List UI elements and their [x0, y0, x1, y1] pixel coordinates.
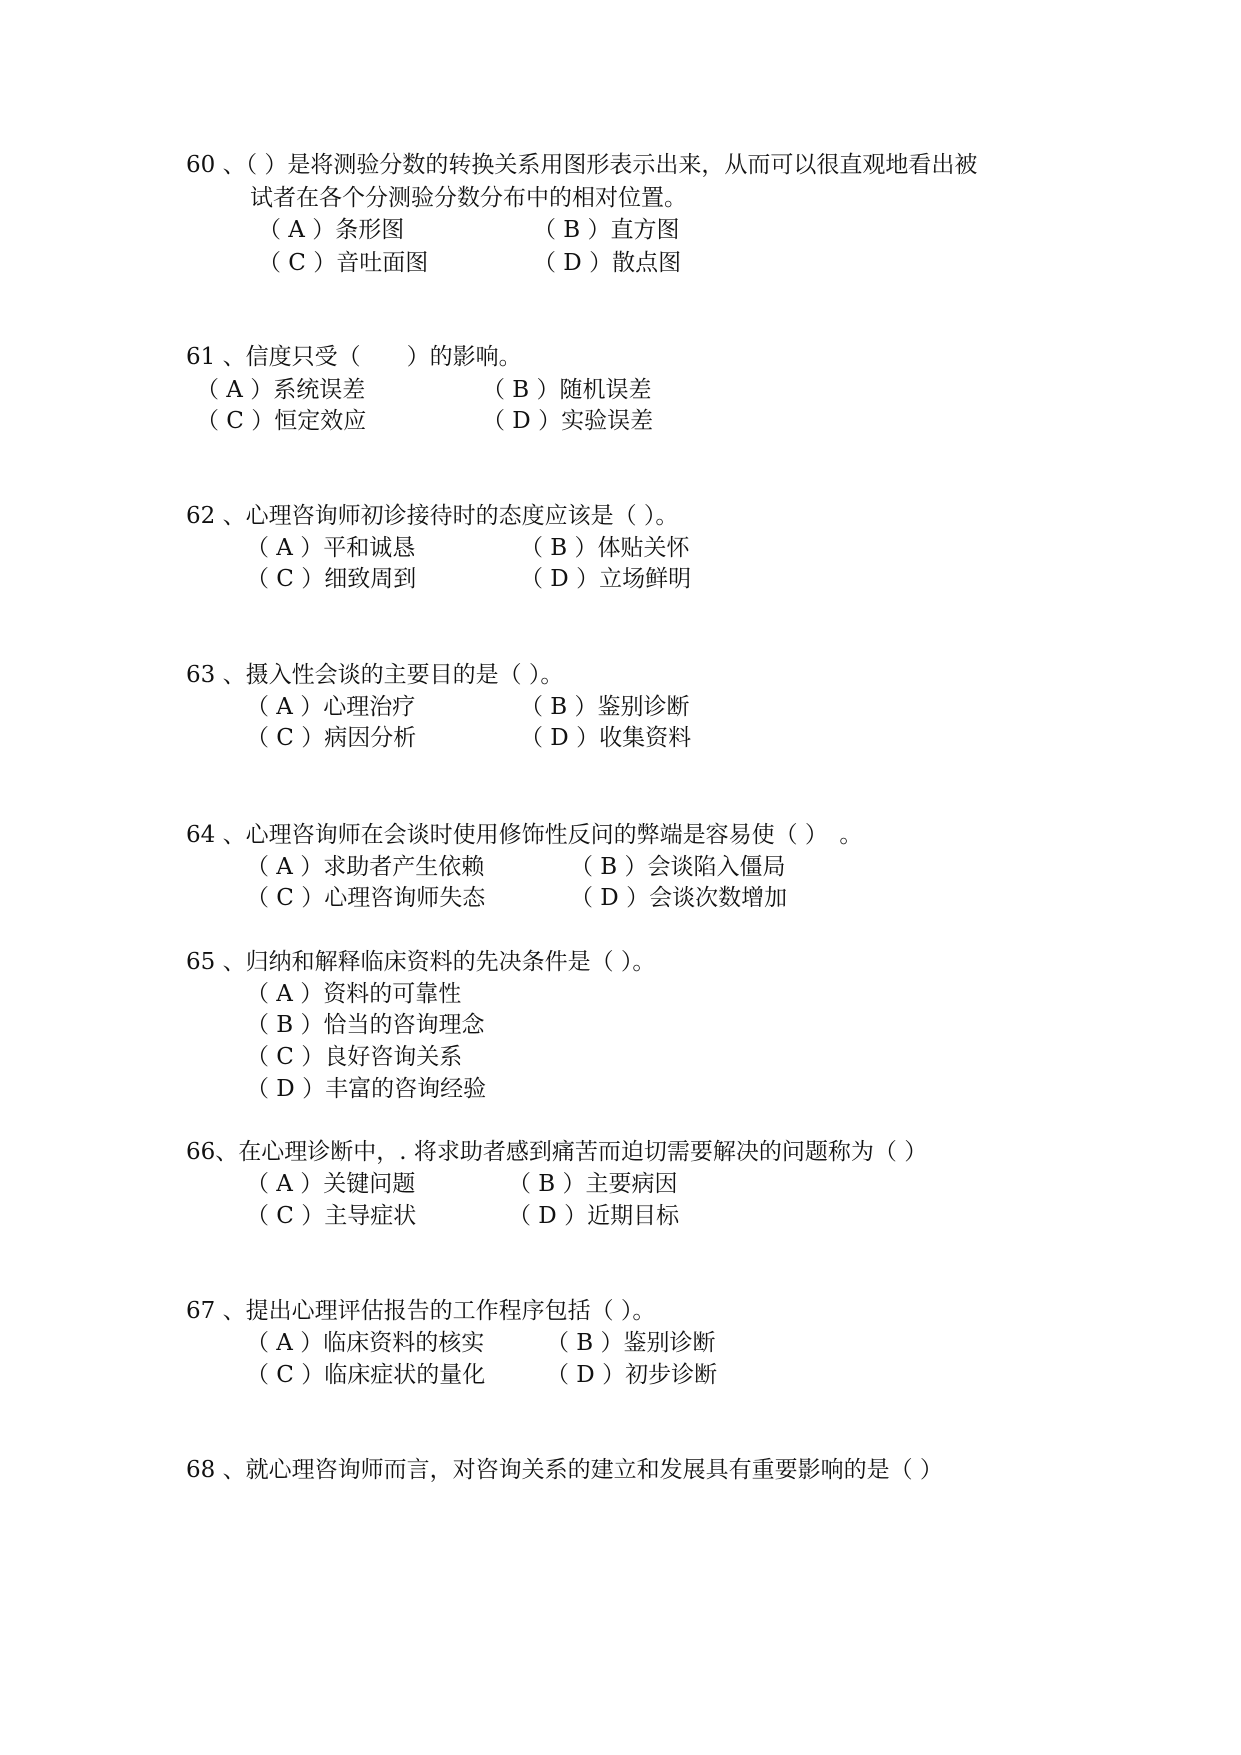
question-stem-continuation: 试者在各个分测验分数分布中的相对位置。 — [250, 185, 687, 211]
option-c: （ C ）主导症状 — [246, 1203, 417, 1229]
option-d: （ D ）收集资料 — [520, 725, 692, 751]
option-c: （ C ）音吐面图 — [258, 250, 429, 276]
option-a: （ A ）关键问题 — [246, 1171, 416, 1197]
question-stem: 66、在心理诊断中，. 将求助者感到痛苦而迫切需要解决的问题称为（ ） — [186, 1139, 928, 1165]
option-a: （ A ）平和诚恳 — [246, 535, 416, 561]
question-stem: 61 、信度只受（ ）的影响。 — [186, 344, 522, 370]
question-stem: 67 、提出心理评估报告的工作程序包括（ ）。 — [186, 1298, 656, 1324]
question-stem: 64 、心理咨询师在会谈时使用修饰性反问的弊端是容易使（ ） 。 — [186, 822, 863, 848]
question-stem: 68 、就心理咨询师而言，对咨询关系的建立和发展具有重要影响的是（ ） — [186, 1457, 943, 1483]
option-d: （ D ）初步诊断 — [546, 1362, 718, 1388]
option-b: （ B ）直方图 — [533, 217, 680, 243]
option-b: （ B ）随机误差 — [482, 377, 652, 403]
option-c: （ C ）心理咨询师失态 — [246, 885, 486, 911]
option-a: （ A ）求助者产生依赖 — [246, 854, 485, 880]
option-c: （ C ）恒定效应 — [196, 408, 367, 434]
question-stem: 63 、摄入性会谈的主要目的是（ ）。 — [186, 662, 564, 688]
option-a: （ A ）临床资料的核实 — [246, 1330, 485, 1356]
question-stem: 62 、心理咨询师初诊接待时的态度应该是（ ）。 — [186, 503, 679, 529]
option-c: （ C ）良好咨询关系 — [246, 1044, 463, 1070]
option-b: （ B ）体贴关怀 — [520, 535, 690, 561]
option-b: （ B ）鉴别诊断 — [520, 694, 690, 720]
option-d: （ D ）实验误差 — [482, 408, 654, 434]
question-stem: 60 、（ ）是将测验分数的转换关系用图形表示出来，从而可以很直观地看出被 — [186, 152, 978, 178]
option-b: （ B ）恰当的咨询理念 — [246, 1012, 485, 1038]
option-d: （ D ）散点图 — [533, 250, 682, 276]
option-c: （ C ）临床症状的量化 — [246, 1362, 486, 1388]
option-a: （ A ）系统误差 — [196, 377, 366, 403]
question-stem: 65 、归纳和解释临床资料的先决条件是（ ）。 — [186, 949, 656, 975]
option-a: （ A ）条形图 — [258, 217, 405, 243]
option-d: （ D ）丰富的咨询经验 — [246, 1076, 487, 1102]
option-b: （ B ）鉴别诊断 — [546, 1330, 716, 1356]
option-d: （ D ）立场鲜明 — [520, 566, 692, 592]
option-a: （ A ）资料的可靠性 — [246, 981, 462, 1007]
option-c: （ C ）病因分析 — [246, 725, 417, 751]
option-d: （ D ）会谈次数增加 — [570, 885, 788, 911]
option-b: （ B ）主要病因 — [508, 1171, 678, 1197]
option-c: （ C ）细致周到 — [246, 566, 417, 592]
option-b: （ B ）会谈陷入僵局 — [570, 854, 786, 880]
option-a: （ A ）心理治疗 — [246, 694, 416, 720]
option-d: （ D ）近期目标 — [508, 1203, 680, 1229]
